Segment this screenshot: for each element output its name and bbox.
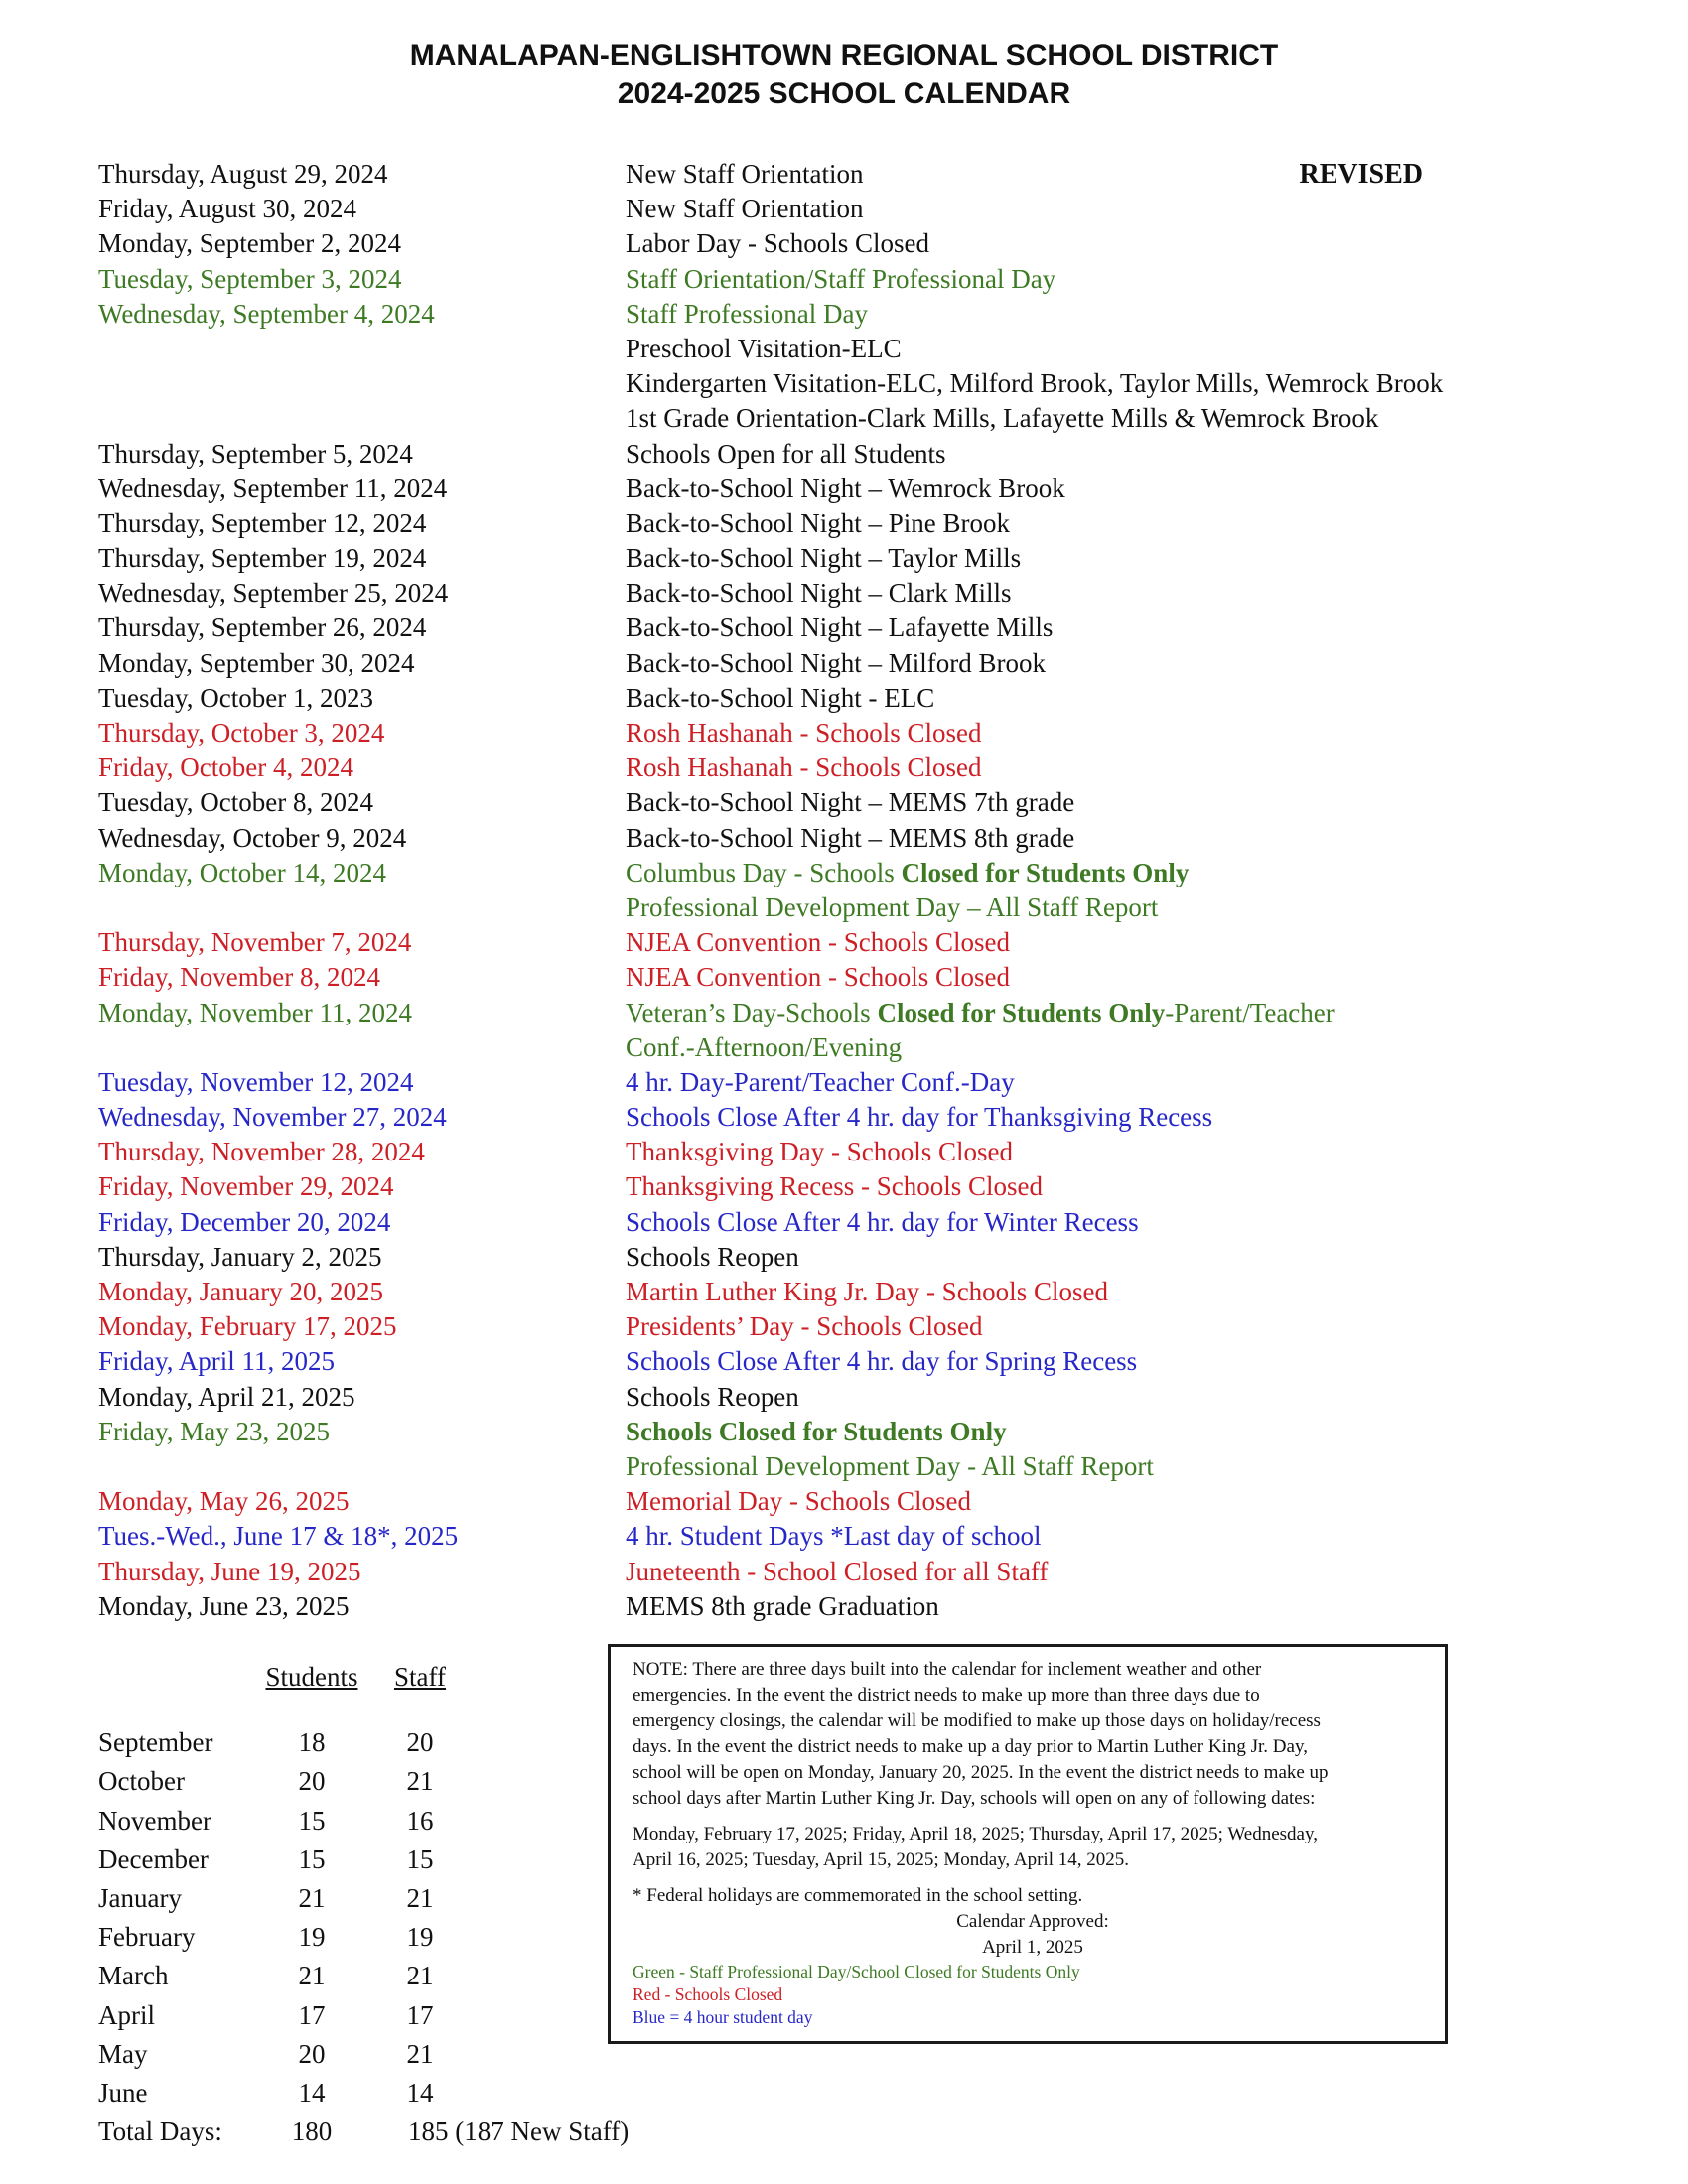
calendar-row: [98, 681, 1568, 716]
calendar-event: [626, 157, 1568, 192]
calendar-event: [626, 262, 1568, 297]
calendar-row: [98, 1100, 1568, 1135]
event-text-segment: Labor Day - Schools Closed: [626, 228, 929, 259]
calendar-event: [626, 1275, 1568, 1309]
event-text-segment: Schools Close After 4 hr. day for Winter Recess: [626, 1206, 1139, 1237]
event-text-segment: Martin Luther King Jr. Day - Schools Closed: [626, 1277, 1108, 1306]
calendar-date: Friday, October 4, 2024: [98, 752, 353, 783]
staff-cell: 16: [406, 1805, 434, 1836]
calendar-row: [98, 646, 1568, 681]
month-cell: March: [98, 1961, 169, 1991]
calendar-event: [626, 1135, 1568, 1169]
note-line: Monday, February 17, 2025; Friday, April 18, 2025; Thursday, April 17, 2025; Wednesday,: [633, 1824, 1318, 1844]
table-total-row: [98, 2113, 629, 2151]
students-cell: 15: [298, 1805, 326, 1836]
total-students-value: 180: [291, 2116, 333, 2147]
event-text-segment: Rosh Hashanah - Schools Closed: [626, 718, 982, 748]
event-text-segment: Columbus Day - Schools: [626, 857, 902, 887]
event-text-segment: Preschool Visitation-ELC: [626, 333, 902, 363]
calendar-date: Friday, November 29, 2024: [98, 1171, 394, 1202]
calendar-date: Tuesday, October 8, 2024: [98, 787, 373, 818]
table-body: [98, 1723, 629, 2113]
month-cell: January: [98, 1882, 182, 1913]
calendar-date: Tuesday, October 1, 2023: [98, 682, 373, 713]
calendar-date: Monday, April 21, 2025: [98, 1381, 355, 1412]
calendar-row: [98, 1065, 1568, 1100]
event-text-segment: Back-to-School Night – Lafayette Mills: [626, 613, 1054, 643]
staff-cell: 17: [406, 1999, 434, 2030]
calendar-event: [626, 576, 1568, 611]
calendar-row: [98, 1030, 1568, 1065]
event-text-segment: Thanksgiving Day - Schools Closed: [626, 1137, 1013, 1167]
event-text-segment: New Staff Orientation: [626, 159, 864, 189]
event-text-segment: Back-to-School Night – Pine Brook: [626, 507, 1010, 538]
calendar-row: [98, 751, 1568, 785]
event-text-segment: Veteran’s Day-Schools: [626, 997, 878, 1027]
calendar-date: Wednesday, November 27, 2024: [98, 1102, 447, 1133]
table-row: [98, 1918, 629, 1957]
calendar-date: Thursday, September 26, 2024: [98, 613, 427, 643]
calendar-row: [98, 437, 1568, 472]
month-cell: November: [98, 1805, 211, 1836]
summary-table: [98, 1658, 629, 2151]
table-row: [98, 1762, 629, 1801]
calendar-event: [626, 1415, 1568, 1449]
calendar-date: Tuesday, November 12, 2024: [98, 1066, 414, 1097]
calendar-date: Friday, December 20, 2024: [98, 1206, 391, 1237]
table-row: [98, 2035, 629, 2074]
calendar-date: Monday, October 14, 2024: [98, 857, 386, 887]
staff-cell: 21: [406, 1766, 434, 1797]
students-cell: 17: [298, 1999, 326, 2030]
table-row: [98, 1996, 629, 2035]
calendar-date: Thursday, October 3, 2024: [98, 718, 385, 748]
calendar-event: [626, 856, 1568, 890]
event-text-segment: MEMS 8th grade Graduation: [626, 1590, 939, 1621]
calendar-date: Wednesday, September 11, 2024: [98, 473, 448, 503]
calendar-event: [626, 1380, 1568, 1415]
calendar-row: [98, 1309, 1568, 1344]
event-text-segment: Back-to-School Night – MEMS 8th grade: [626, 822, 1075, 853]
calendar-date: Tues.-Wed., June 17 & 18*, 2025: [98, 1521, 459, 1552]
event-text-segment: Juneteenth - School Closed for all Staff: [626, 1556, 1049, 1586]
calendar-event: [626, 1484, 1568, 1519]
event-text-segment: Thanksgiving Recess - Schools Closed: [626, 1171, 1043, 1202]
event-text-segment: 4 hr. Student Days *Last day of school: [626, 1521, 1042, 1552]
month-header-spacer: [98, 1658, 247, 1697]
legend-line: Blue = 4 hour student day: [633, 2007, 813, 2027]
calendar-row: [98, 611, 1568, 645]
calendar-date: [98, 1030, 626, 1065]
event-text-segment: -Parent/Teacher: [1165, 997, 1335, 1027]
staff-cell: 20: [406, 1727, 434, 1758]
calendar-event: [626, 1205, 1568, 1240]
note-paragraph-makeup-dates: [633, 1822, 1433, 1873]
staff-cell: 21: [406, 1882, 434, 1913]
event-text-segment: New Staff Orientation: [626, 194, 864, 224]
staff-cell: 21: [406, 1961, 434, 1991]
month-cell: October: [98, 1766, 185, 1797]
calendar-row: [98, 401, 1568, 436]
calendar-date: Monday, January 20, 2025: [98, 1277, 383, 1306]
students-cell: 14: [298, 2077, 326, 2108]
calendar-event: [626, 541, 1568, 576]
calendar-event: [626, 297, 1568, 332]
district-title: MANALAPAN-ENGLISHTOWN REGIONAL SCHOOL DISTRICT: [409, 39, 1279, 71]
calendar-event: [626, 1519, 1568, 1554]
calendar-date: Monday, September 2, 2024: [98, 228, 401, 259]
calendar-date: Friday, November 8, 2024: [98, 962, 380, 993]
staff-cell: 21: [406, 2038, 434, 2069]
calendar-event: [626, 821, 1568, 856]
calendar-row: [98, 785, 1568, 820]
table-row: [98, 1723, 629, 1762]
calendar-event: [626, 506, 1568, 541]
calendar-row: [98, 576, 1568, 611]
event-text-segment: Closed for Students Only: [877, 997, 1166, 1027]
calendar-row: [98, 1449, 1568, 1484]
legend-line: Green - Staff Professional Day/School Closed for Students Only: [633, 1962, 1080, 1981]
calendar-row: [98, 1240, 1568, 1275]
calendar-event: [626, 681, 1568, 716]
calendar-event: [626, 332, 1568, 366]
calendar-row: [98, 821, 1568, 856]
calendar-event: [626, 1449, 1568, 1484]
staff-cell: 19: [406, 1922, 434, 1953]
students-cell: 20: [298, 2038, 326, 2069]
note-line: days. In the event the district needs to make up a day prior to Martin Luther King Jr. Day,: [633, 1736, 1308, 1757]
note-line: school will be open on Monday, January 20, 2025. In the event the district needs to make up: [633, 1762, 1329, 1783]
note-line: April 16, 2025; Tuesday, April 15, 2025; Monday, April 14, 2025.: [633, 1849, 1129, 1870]
students-cell: 21: [298, 1882, 326, 1913]
table-row: [98, 1879, 629, 1918]
calendar-event: [626, 1030, 1568, 1065]
calendar-date: Thursday, September 12, 2024: [98, 507, 427, 538]
calendar-date: [98, 366, 626, 401]
event-text-segment: Conf.-Afternoon/Evening: [626, 1031, 903, 1062]
calendar-event: [626, 226, 1568, 261]
calendar-event: [626, 1555, 1568, 1589]
calendar-row: [98, 960, 1568, 995]
calendar-date: Thursday, August 29, 2024: [98, 159, 388, 189]
legend-line: Red - Schools Closed: [633, 1984, 783, 2004]
calendar-date: Thursday, November 7, 2024: [98, 927, 412, 958]
event-text-segment: Presidents’ Day - Schools Closed: [626, 1311, 983, 1342]
calendar-row: [98, 1275, 1568, 1309]
event-text-segment: Closed for Students Only: [901, 857, 1190, 887]
calendar-row: [98, 1380, 1568, 1415]
calendar-row: [98, 1589, 1568, 1624]
event-text-segment: Back-to-School Night - ELC: [626, 682, 935, 713]
event-text-segment: Back-to-School Night – Milford Brook: [626, 647, 1046, 678]
event-text-segment: Schools Close After 4 hr. day for Thanksgiving Recess: [626, 1102, 1213, 1133]
calendar-row: [98, 366, 1568, 401]
staff-cell: 15: [406, 1843, 434, 1874]
event-text-segment: Memorial Day - Schools Closed: [626, 1486, 971, 1517]
calendar-event: [626, 192, 1568, 226]
total-staff-value: 185 (187 New Staff): [408, 2116, 630, 2147]
calendar-event: [626, 472, 1568, 506]
calendar-date: Thursday, September 5, 2024: [98, 438, 413, 469]
event-text-segment: Professional Development Day - All Staff Report: [626, 1450, 1154, 1481]
event-text-segment: Schools Closed for Students Only: [626, 1416, 1007, 1446]
students-cell: 19: [298, 1922, 326, 1953]
calendar-event: [626, 890, 1568, 925]
calendar-row: [98, 996, 1568, 1030]
calendar-date: Friday, April 11, 2025: [98, 1346, 335, 1377]
event-text-segment: 1st Grade Orientation-Clark Mills, Lafayette Mills & Wemrock Brook: [626, 403, 1379, 434]
table-header-gap: [98, 1697, 629, 1723]
color-legend: [633, 1961, 1433, 2029]
note-line: emergency closings, the calendar will be modified to make up those days on holiday/recess: [633, 1710, 1321, 1731]
calendar-event: [626, 401, 1568, 436]
event-text-segment: Professional Development Day – All Staff Report: [626, 891, 1159, 922]
calendar-event: [626, 996, 1568, 1030]
event-text-segment: NJEA Convention - Schools Closed: [626, 927, 1011, 958]
calendar-event: [626, 716, 1568, 751]
event-text-segment: Schools Open for all Students: [626, 438, 946, 469]
calendar-row: [98, 1555, 1568, 1589]
calendar-event: [626, 646, 1568, 681]
calendar-list: [98, 157, 1568, 1624]
event-text-segment: Schools Reopen: [626, 1381, 799, 1412]
table-row: [98, 1841, 629, 1879]
calendar-date: Thursday, January 2, 2025: [98, 1241, 382, 1272]
calendar-row: [98, 157, 1568, 192]
calendar-date: Wednesday, September 25, 2024: [98, 578, 449, 609]
calendar-event: [626, 1589, 1568, 1624]
month-cell: February: [98, 1922, 196, 1953]
calendar-date: Monday, September 30, 2024: [98, 647, 415, 678]
calendar-row: [98, 1169, 1568, 1204]
table-row: [98, 1957, 629, 1995]
table-row: [98, 2074, 629, 2113]
calendar-row: [98, 506, 1568, 541]
event-text-segment: 4 hr. Day-Parent/Teacher Conf.-Day: [626, 1066, 1015, 1097]
calendar-date: Wednesday, October 9, 2024: [98, 822, 407, 853]
event-text-segment: Staff Professional Day: [626, 298, 868, 329]
event-text-segment: Kindergarten Visitation-ELC, Milford Brook, Taylor Mills, Wemrock Brook: [626, 368, 1444, 399]
calendar-date: Thursday, November 28, 2024: [98, 1137, 425, 1167]
note-line: NOTE: There are three days built into the calendar for inclement weather and other: [633, 1659, 1262, 1680]
calendar-row: [98, 332, 1568, 366]
calendar-date: [98, 332, 626, 366]
calendar-date: Friday, August 30, 2024: [98, 194, 357, 224]
event-text-segment: Schools Close After 4 hr. day for Spring Recess: [626, 1346, 1138, 1377]
staff-cell: 14: [406, 2077, 434, 2108]
month-cell: April: [98, 1999, 155, 2030]
calendar-date: Monday, February 17, 2025: [98, 1311, 397, 1342]
month-cell: December: [98, 1843, 209, 1874]
calendar-row: [98, 716, 1568, 751]
students-cell: 15: [298, 1843, 326, 1874]
event-text-segment: Back-to-School Night – MEMS 7th grade: [626, 787, 1075, 818]
calendar-date: [98, 1449, 626, 1484]
calendar-event: [626, 1344, 1568, 1379]
revised-label: REVISED: [1299, 159, 1423, 190]
note-line: emergencies. In the event the district needs to make up more than three days due to: [633, 1685, 1260, 1706]
calendar-row: [98, 1484, 1568, 1519]
event-text-segment: Schools Reopen: [626, 1241, 799, 1272]
calendar-row: [98, 1415, 1568, 1449]
table-row: [98, 1802, 629, 1841]
calendar-event: [626, 1240, 1568, 1275]
calendar-date: Tuesday, September 3, 2024: [98, 263, 402, 294]
month-cell: May: [98, 2038, 148, 2069]
note-line: school days after Martin Luther King Jr. Day, schools will open on any of following dates:: [633, 1788, 1316, 1809]
calendar-row: [98, 890, 1568, 925]
total-label: Total Days:: [98, 2116, 222, 2147]
calendar-approved-date: April 1, 2025: [982, 1937, 1083, 1958]
calendar-row: [98, 541, 1568, 576]
calendar-date: Thursday, September 19, 2024: [98, 543, 427, 574]
page-header: [0, 36, 1688, 113]
calendar-event: [626, 1065, 1568, 1100]
calendar-event: [626, 785, 1568, 820]
calendar-event: [626, 960, 1568, 995]
event-text-segment: Back-to-School Night – Wemrock Brook: [626, 473, 1065, 503]
calendar-event: [626, 1309, 1568, 1344]
calendar-date: Monday, November 11, 2024: [98, 997, 412, 1027]
calendar-row: [98, 925, 1568, 960]
calendar-row: [98, 1519, 1568, 1554]
calendar-event: [626, 1100, 1568, 1135]
month-cell: September: [98, 1727, 213, 1758]
calendar-row: [98, 297, 1568, 332]
calendar-date: Monday, May 26, 2025: [98, 1486, 350, 1517]
calendar-date: Wednesday, September 4, 2024: [98, 298, 435, 329]
table-header-row: [98, 1658, 629, 1697]
event-text-segment: Staff Orientation/Staff Professional Day: [626, 263, 1056, 294]
calendar-event: [626, 751, 1568, 785]
calendar-row: [98, 856, 1568, 890]
calendar-event: [626, 1169, 1568, 1204]
calendar-event: [626, 437, 1568, 472]
calendar-event: [626, 366, 1568, 401]
calendar-row: [98, 1135, 1568, 1169]
calendar-event: [626, 611, 1568, 645]
event-text-segment: Back-to-School Night – Taylor Mills: [626, 543, 1022, 574]
event-text-segment: Rosh Hashanah - Schools Closed: [626, 752, 982, 783]
calendar-date: Friday, May 23, 2025: [98, 1416, 330, 1446]
federal-holidays-note: * Federal holidays are commemorated in the school setting.: [633, 1885, 1083, 1906]
calendar-date: [98, 401, 626, 436]
calendar-title: 2024-2025 SCHOOL CALENDAR: [617, 77, 1071, 110]
calendar-event: [626, 925, 1568, 960]
calendar-date: [98, 890, 626, 925]
students-cell: 21: [298, 1961, 326, 1991]
calendar-row: [98, 1205, 1568, 1240]
calendar-row: [98, 1344, 1568, 1379]
calendar-date: Thursday, June 19, 2025: [98, 1556, 361, 1586]
calendar-row: [98, 262, 1568, 297]
students-cell: 20: [298, 1766, 326, 1797]
students-header: Students: [265, 1662, 358, 1692]
month-cell: June: [98, 2077, 148, 2108]
note-box: [608, 1644, 1448, 2044]
event-text-segment: NJEA Convention - Schools Closed: [626, 962, 1011, 993]
staff-header: Staff: [394, 1662, 446, 1692]
students-cell: 18: [298, 1727, 326, 1758]
note-paragraph-weather: [633, 1657, 1433, 1812]
calendar-row: [98, 472, 1568, 506]
calendar-row: [98, 226, 1568, 261]
calendar-date: Monday, June 23, 2025: [98, 1590, 350, 1621]
calendar-approved-label: Calendar Approved:: [956, 1911, 1109, 1932]
calendar-row: [98, 192, 1568, 226]
event-text-segment: Back-to-School Night – Clark Mills: [626, 578, 1012, 609]
